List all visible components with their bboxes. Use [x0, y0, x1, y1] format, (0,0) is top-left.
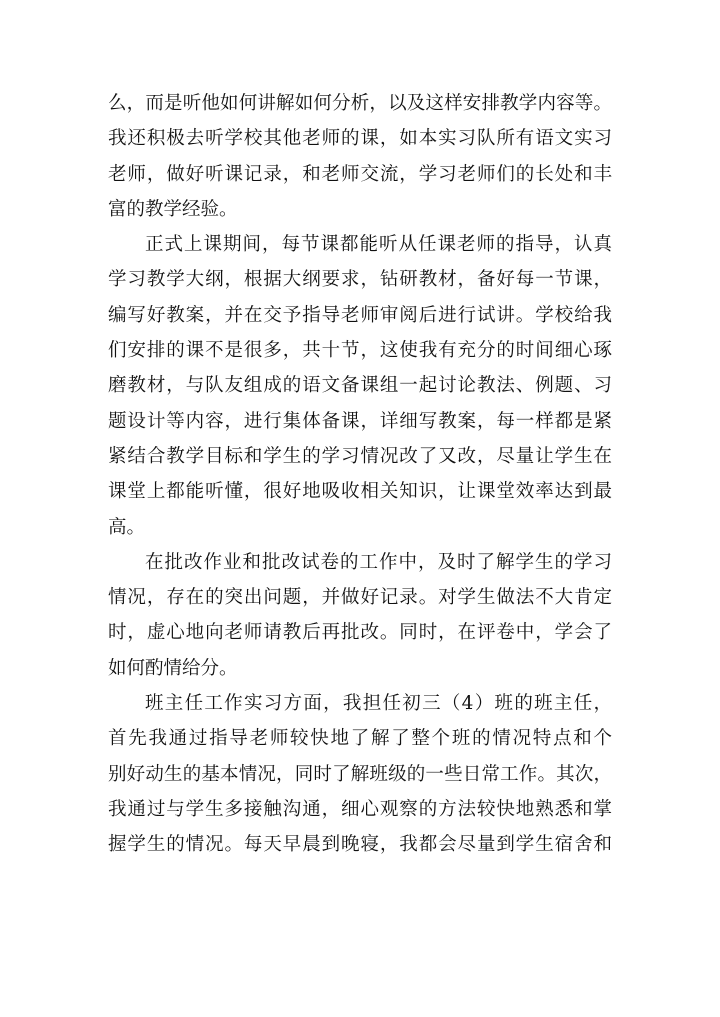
text-line: 在批改作业和批改试卷的工作中，及时了解学生的学习	[145, 551, 612, 573]
text-line: 我还积极去听学校其他老师的课，如本实习队所有语文实习	[108, 128, 612, 150]
text-line: 磨教材，与队友组成的语文备课组一起讨论教法、例题、习	[108, 375, 612, 397]
text-line: 如何酌情给分。	[108, 657, 238, 679]
text-line: 高。	[108, 516, 146, 538]
text-line: 情况，存在的突出问题，并做好记录。对学生做法不大肯定	[108, 587, 612, 609]
text-line: 班主任工作实习方面，我担任初三（4）班的班主任，	[145, 693, 612, 715]
text-line: 学习教学大纲，根据大纲要求，钻研教材，备好每一节课，	[108, 269, 612, 291]
paragraph	[108, 86, 612, 227]
text-line: 我通过与学生多接触沟通，细心观察的方法较快地熟悉和掌	[108, 798, 612, 820]
text-line: 题设计等内容，进行集体备课，详细写教案，每一样都是紧	[108, 410, 612, 432]
paragraph	[108, 227, 612, 545]
text-line: 紧结合教学目标和学生的学习情况改了又改，尽量让学生在	[108, 445, 612, 467]
text-line: 们安排的课不是很多，共十节，这使我有充分的时间细心琢	[108, 340, 612, 362]
text-line: 握学生的情况。每天早晨到晚寝，我都会尽量到学生宿舍和	[108, 834, 612, 856]
paragraph	[108, 686, 612, 862]
text-line: 老师，做好听课记录，和老师交流，学习老师们的长处和丰	[108, 163, 612, 185]
document-page	[108, 86, 612, 863]
text-line: 富的教学经验。	[108, 198, 238, 220]
text-line: 么，而是听他如何讲解如何分析，以及这样安排教学内容等。	[108, 93, 612, 114]
text-line: 编写好教案，并在交予指导老师审阅后进行试讲。学校给我	[108, 304, 612, 326]
paragraph	[108, 545, 612, 686]
text-line: 时，虚心地向老师请教后再批改。同时，在评卷中，学会了	[108, 622, 612, 644]
text-line: 正式上课期间，每节课都能听从任课老师的指导，认真	[145, 234, 612, 256]
text-line: 课堂上都能听懂，很好地吸收相关知识，让课堂效率达到最	[108, 481, 612, 503]
text-line: 首先我通过指导老师较快地了解了整个班的情况特点和个	[108, 728, 612, 750]
text-line: 别好动生的基本情况，同时了解班级的一些日常工作。其次，	[108, 763, 612, 785]
